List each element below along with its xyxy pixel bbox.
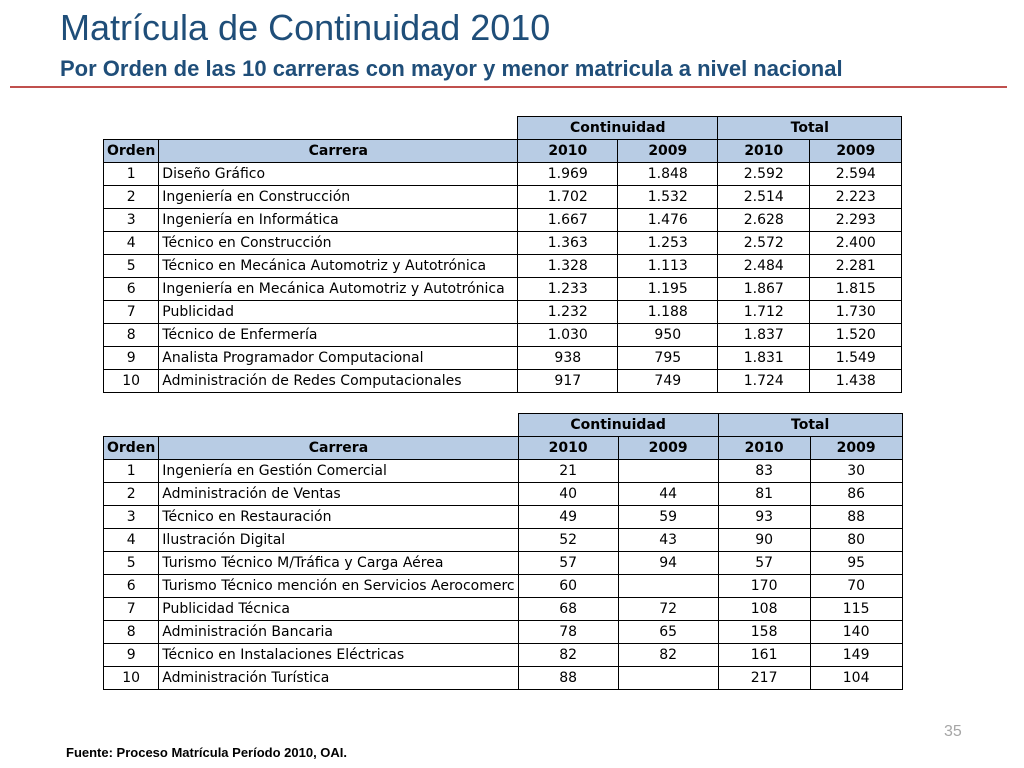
title-divider xyxy=(10,86,1007,88)
continuidad-2009-cell: 1.476 xyxy=(618,209,718,232)
continuidad-2010-cell: 1.233 xyxy=(518,278,618,301)
table-row xyxy=(104,667,903,690)
orden-cell: 10 xyxy=(104,370,159,393)
continuidad-2010-cell: 1.667 xyxy=(518,209,618,232)
orden-cell: 4 xyxy=(104,232,159,255)
total-2010-cell: 93 xyxy=(718,506,810,529)
total-2010-cell: 217 xyxy=(718,667,810,690)
carrera-cell: Técnico en Construcción xyxy=(159,232,518,255)
table-row xyxy=(104,460,903,483)
total-2010-cell: 1.724 xyxy=(718,370,810,393)
total-2010-cell: 90 xyxy=(718,529,810,552)
table-row xyxy=(104,370,902,393)
total-2009-cell: 2.400 xyxy=(810,232,902,255)
continuidad-2010-cell: 57 xyxy=(518,552,618,575)
orden-cell: 3 xyxy=(104,506,159,529)
continuidad-2010-cell: 1.363 xyxy=(518,232,618,255)
total-2009-cell: 1.549 xyxy=(810,347,902,370)
carrera-cell: Analista Programador Computacional xyxy=(159,347,518,370)
continuidad-2009-cell: 65 xyxy=(618,621,718,644)
total-2010-header: 2010 xyxy=(718,140,810,163)
continuidad-2009-cell: 82 xyxy=(618,644,718,667)
orden-cell: 4 xyxy=(104,529,159,552)
continuidad-2010-cell: 52 xyxy=(518,529,618,552)
table-row xyxy=(104,278,902,301)
carrera-header: Carrera xyxy=(159,437,518,460)
orden-cell: 6 xyxy=(104,278,159,301)
orden-cell: 3 xyxy=(104,209,159,232)
total-2010-cell: 161 xyxy=(718,644,810,667)
total-2010-cell: 2.572 xyxy=(718,232,810,255)
total-2010-cell: 83 xyxy=(718,460,810,483)
column-header-row xyxy=(104,437,903,460)
carrera-header: Carrera xyxy=(159,140,518,163)
orden-cell: 7 xyxy=(104,598,159,621)
continuidad-2010-cell: 68 xyxy=(518,598,618,621)
total-2010-cell: 1.837 xyxy=(718,324,810,347)
total-2009-cell: 70 xyxy=(810,575,902,598)
table-row xyxy=(104,301,902,324)
continuidad-2009-cell: 950 xyxy=(618,324,718,347)
continuidad-2010-header: 2010 xyxy=(518,437,618,460)
table-row xyxy=(104,621,903,644)
continuidad-2009-cell: 44 xyxy=(618,483,718,506)
table-row xyxy=(104,232,902,255)
carrera-cell: Ingeniería en Construcción xyxy=(159,186,518,209)
total-2009-header: 2009 xyxy=(810,437,902,460)
table-row xyxy=(104,644,903,667)
continuidad-2010-cell: 1.030 xyxy=(518,324,618,347)
total-2009-cell: 86 xyxy=(810,483,902,506)
continuidad-2010-cell: 78 xyxy=(518,621,618,644)
total-2009-cell: 1.438 xyxy=(810,370,902,393)
carrera-cell: Ingeniería en Gestión Comercial xyxy=(159,460,518,483)
carrera-cell: Publicidad Técnica xyxy=(159,598,518,621)
continuidad-2009-cell xyxy=(618,667,718,690)
orden-cell: 9 xyxy=(104,347,159,370)
bottom-table-body xyxy=(104,414,903,690)
total-2009-cell: 2.594 xyxy=(810,163,902,186)
continuidad-2009-cell: 72 xyxy=(618,598,718,621)
carrera-cell: Administración de Redes Computacionales xyxy=(159,370,518,393)
continuidad-2010-cell: 917 xyxy=(518,370,618,393)
continuidad-2009-cell: 94 xyxy=(618,552,718,575)
orden-cell: 5 xyxy=(104,255,159,278)
carrera-cell: Turismo Técnico M/Tráfica y Carga Aérea xyxy=(159,552,518,575)
source-note: Fuente: Proceso Matrícula Período 2010, OAI. xyxy=(66,745,348,760)
total-2009-cell: 2.223 xyxy=(810,186,902,209)
continuidad-2009-cell: 1.848 xyxy=(618,163,718,186)
carrera-cell: Administración Turística xyxy=(159,667,518,690)
continuidad-2009-cell: 795 xyxy=(618,347,718,370)
continuidad-2009-cell: 1.188 xyxy=(618,301,718,324)
continuidad-2010-cell: 938 xyxy=(518,347,618,370)
continuidad-2010-cell: 49 xyxy=(518,506,618,529)
total-2009-header: 2009 xyxy=(810,140,902,163)
group-header-row xyxy=(104,414,903,437)
carrera-cell: Turismo Técnico mención en Servicios Aerocomerc xyxy=(159,575,518,598)
table-row xyxy=(104,186,902,209)
continuidad-group-header: Continuidad xyxy=(518,117,718,140)
table-row xyxy=(104,506,903,529)
total-2009-cell: 115 xyxy=(810,598,902,621)
continuidad-2009-header: 2009 xyxy=(618,437,718,460)
orden-cell: 8 xyxy=(104,324,159,347)
carrera-cell: Administración de Ventas xyxy=(159,483,518,506)
continuidad-2009-header: 2009 xyxy=(618,140,718,163)
continuidad-2009-cell xyxy=(618,460,718,483)
table-row xyxy=(104,163,902,186)
continuidad-2010-header: 2010 xyxy=(518,140,618,163)
total-2010-cell: 2.628 xyxy=(718,209,810,232)
total-2009-cell: 88 xyxy=(810,506,902,529)
total-2010-cell: 170 xyxy=(718,575,810,598)
carrera-cell: Administración Bancaria xyxy=(159,621,518,644)
table-row xyxy=(104,209,902,232)
orden-header: Orden xyxy=(104,437,159,460)
total-2009-cell: 1.520 xyxy=(810,324,902,347)
orden-cell: 1 xyxy=(104,460,159,483)
column-header-row xyxy=(104,140,902,163)
total-2010-cell: 2.484 xyxy=(718,255,810,278)
continuidad-2009-cell: 1.253 xyxy=(618,232,718,255)
slide-title: Matrícula de Continuidad 2010 xyxy=(60,7,551,48)
carrera-cell: Ingeniería en Informática xyxy=(159,209,518,232)
continuidad-2010-cell: 60 xyxy=(518,575,618,598)
top-careers-table xyxy=(103,116,902,393)
total-group-header: Total xyxy=(718,414,902,437)
total-2010-cell: 1.831 xyxy=(718,347,810,370)
total-2010-cell: 158 xyxy=(718,621,810,644)
total-2009-cell: 1.815 xyxy=(810,278,902,301)
total-2010-cell: 1.867 xyxy=(718,278,810,301)
continuidad-2009-cell: 1.113 xyxy=(618,255,718,278)
table-row xyxy=(104,324,902,347)
carrera-cell: Ilustración Digital xyxy=(159,529,518,552)
slide-subtitle: Por Orden de las 10 carreras con mayor y menor matricula a nivel nacional xyxy=(60,56,843,81)
page-number: 35 xyxy=(944,723,962,740)
total-2009-cell: 2.293 xyxy=(810,209,902,232)
orden-cell: 10 xyxy=(104,667,159,690)
continuidad-group-header: Continuidad xyxy=(518,414,718,437)
carrera-cell: Técnico en Mecánica Automotriz y Autotrónica xyxy=(159,255,518,278)
continuidad-2010-cell: 1.702 xyxy=(518,186,618,209)
total-group-header: Total xyxy=(718,117,902,140)
total-2009-cell: 140 xyxy=(810,621,902,644)
orden-cell: 1 xyxy=(104,163,159,186)
orden-cell: 6 xyxy=(104,575,159,598)
total-2009-cell: 149 xyxy=(810,644,902,667)
table-row xyxy=(104,347,902,370)
total-2009-cell: 2.281 xyxy=(810,255,902,278)
continuidad-2009-cell: 43 xyxy=(618,529,718,552)
total-2010-header: 2010 xyxy=(718,437,810,460)
continuidad-2010-cell: 88 xyxy=(518,667,618,690)
carrera-cell: Técnico en Instalaciones Eléctricas xyxy=(159,644,518,667)
table-row xyxy=(104,575,903,598)
total-2010-cell: 81 xyxy=(718,483,810,506)
carrera-cell: Ingeniería en Mecánica Automotriz y Autotrónica xyxy=(159,278,518,301)
continuidad-2009-cell: 1.532 xyxy=(618,186,718,209)
top-table-body xyxy=(104,117,902,393)
carrera-cell: Técnico de Enfermería xyxy=(159,324,518,347)
table-row xyxy=(104,255,902,278)
carrera-cell: Técnico en Restauración xyxy=(159,506,518,529)
table-row xyxy=(104,483,903,506)
continuidad-2010-cell: 1.969 xyxy=(518,163,618,186)
total-2010-cell: 57 xyxy=(718,552,810,575)
total-2010-cell: 2.592 xyxy=(718,163,810,186)
continuidad-2009-cell: 59 xyxy=(618,506,718,529)
orden-cell: 7 xyxy=(104,301,159,324)
total-2010-cell: 1.712 xyxy=(718,301,810,324)
total-2010-cell: 2.514 xyxy=(718,186,810,209)
continuidad-2009-cell: 749 xyxy=(618,370,718,393)
carrera-cell: Diseño Gráfico xyxy=(159,163,518,186)
bottom-careers-table xyxy=(103,413,903,690)
continuidad-2009-cell xyxy=(618,575,718,598)
group-header-row xyxy=(104,117,902,140)
table-row xyxy=(104,598,903,621)
total-2009-cell: 1.730 xyxy=(810,301,902,324)
table-row xyxy=(104,529,903,552)
total-2009-cell: 80 xyxy=(810,529,902,552)
orden-cell: 5 xyxy=(104,552,159,575)
orden-header: Orden xyxy=(104,140,159,163)
total-2009-cell: 104 xyxy=(810,667,902,690)
carrera-cell: Publicidad xyxy=(159,301,518,324)
total-2009-cell: 30 xyxy=(810,460,902,483)
orden-cell: 8 xyxy=(104,621,159,644)
continuidad-2010-cell: 1.232 xyxy=(518,301,618,324)
total-2009-cell: 95 xyxy=(810,552,902,575)
orden-cell: 2 xyxy=(104,186,159,209)
continuidad-2010-cell: 1.328 xyxy=(518,255,618,278)
continuidad-2009-cell: 1.195 xyxy=(618,278,718,301)
orden-cell: 9 xyxy=(104,644,159,667)
continuidad-2010-cell: 40 xyxy=(518,483,618,506)
continuidad-2010-cell: 21 xyxy=(518,460,618,483)
orden-cell: 2 xyxy=(104,483,159,506)
table-row xyxy=(104,552,903,575)
continuidad-2010-cell: 82 xyxy=(518,644,618,667)
total-2010-cell: 108 xyxy=(718,598,810,621)
